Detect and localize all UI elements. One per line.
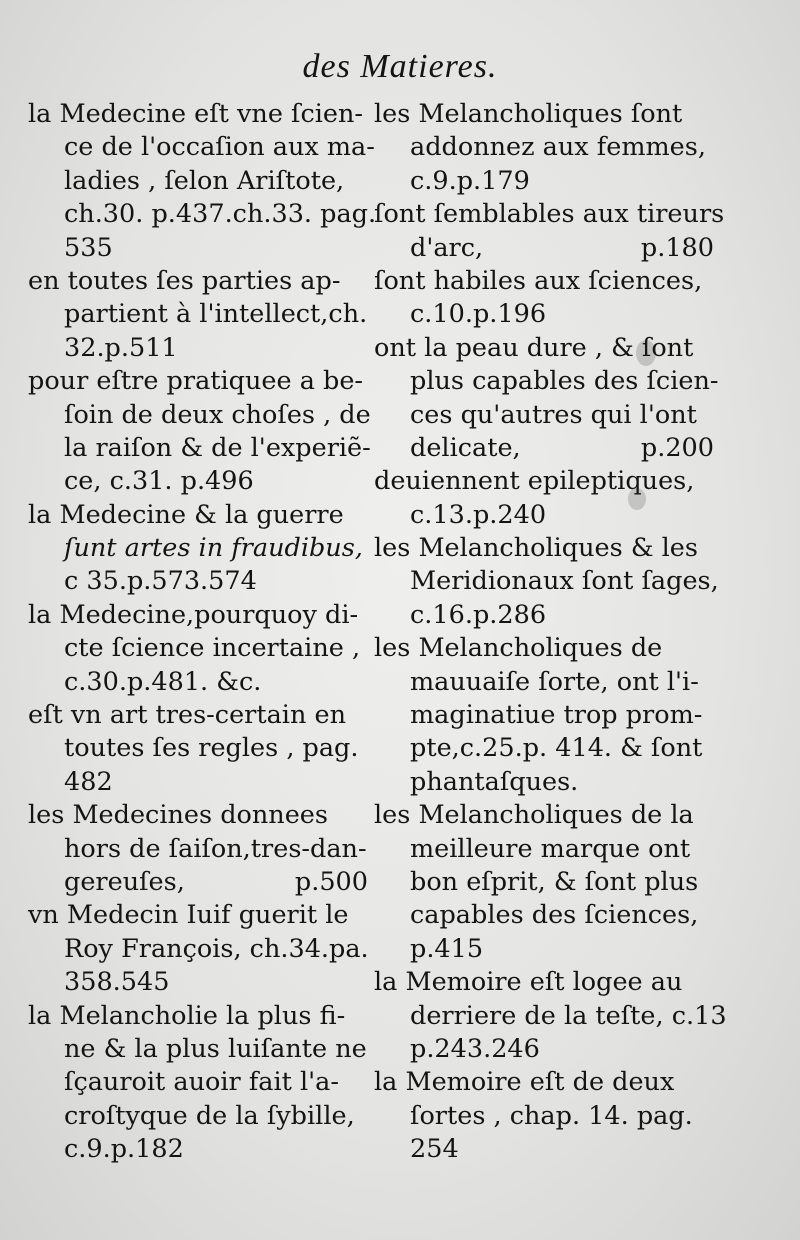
entry-text: p.243.246	[410, 1033, 540, 1064]
index-entry-continuation	[28, 131, 375, 164]
entry-text: les Melancholiques de la	[374, 800, 694, 831]
index-entry-continuation	[374, 933, 714, 966]
index-entry-continuation	[28, 1100, 368, 1133]
index-entry	[28, 799, 368, 832]
index-entry-continuation	[28, 465, 368, 498]
entry-text: toutes ſes regles , pag.	[64, 733, 359, 764]
index-entry	[374, 966, 714, 999]
index-entry-continuation	[374, 565, 719, 598]
entry-text: ne & la plus luiſante ne	[64, 1033, 367, 1064]
index-entry	[28, 365, 368, 398]
entry-text: bon eſprit, & ſont plus	[410, 866, 699, 897]
index-entry-continuation	[28, 165, 368, 198]
index-entry-continuation	[28, 198, 377, 231]
page-header: des Matieres.	[302, 48, 498, 85]
index-entry	[374, 265, 714, 298]
index-entry-continuation	[28, 298, 368, 331]
index-entry	[374, 198, 725, 231]
index-entry	[374, 799, 714, 832]
entry-text: p.415	[410, 933, 484, 964]
index-entry	[374, 98, 714, 131]
index-entry-continuation	[374, 866, 714, 899]
entry-text: ces qu'autres qui l'ont	[410, 399, 697, 430]
entry-text: deuiennent epileptiques,	[374, 466, 695, 497]
index-entry-continuation	[374, 1133, 714, 1166]
entry-text: c.9.p.179	[410, 165, 530, 196]
ink-smudge	[628, 488, 646, 510]
index-entry-continuation	[28, 666, 368, 699]
entry-text: plus capables des ſcien-	[410, 366, 719, 397]
index-entry	[28, 98, 368, 131]
page-reference: p.200	[640, 432, 714, 463]
index-entry-continuation	[28, 232, 368, 265]
entry-text: 358.545	[64, 967, 170, 998]
index-entry-continuation	[28, 632, 368, 665]
entry-text: ſçauroit auoir fait l'a-	[64, 1067, 339, 1098]
ink-smudge	[636, 340, 656, 366]
entry-text: vn Medecin Iuif guerit le	[28, 900, 349, 931]
index-entry-continuation	[374, 833, 714, 866]
entry-text: les Melancholiques de	[374, 633, 663, 664]
entry-text: en toutes ſes parties ap-	[28, 265, 341, 296]
entry-text: c.10.p.196	[410, 299, 547, 330]
entry-text: addonnez aux femmes,	[410, 132, 706, 163]
entry-text: meilleure marque ont	[410, 833, 691, 864]
index-entry-continuation	[28, 732, 368, 765]
entry-text: ſortes , chap. 14. pag.	[410, 1100, 693, 1131]
entry-text: derriere de la teſte, c.13	[410, 1000, 727, 1031]
index-entry-continuation	[28, 866, 368, 899]
index-entry-continuation	[374, 699, 714, 732]
index-entry-continuation	[374, 1033, 714, 1066]
entry-text: la Medecine,pourquoy di-	[28, 599, 359, 630]
entry-text: la Medecine eſt vne ſcien-	[28, 99, 364, 129]
index-entry-continuation	[28, 766, 368, 799]
index-entry-continuation	[28, 332, 368, 365]
index-entry-continuation	[374, 298, 714, 331]
index-entry-continuation	[374, 232, 714, 265]
index-entry-continuation	[374, 165, 714, 198]
index-entry	[374, 332, 714, 365]
entry-text: ſunt artes in fraudibus,	[64, 533, 363, 564]
entry-text: mauuaiſe ſorte, ont l'i-	[410, 666, 699, 697]
entry-text: delicate,	[410, 432, 521, 463]
index-entry-continuation	[374, 732, 714, 765]
entry-text: ſont habiles aux ſciences,	[374, 265, 703, 296]
index-entry-continuation	[28, 532, 368, 565]
entry-text: les Medecines donnees	[28, 800, 328, 831]
entry-text: c.13.p.240	[410, 499, 547, 530]
entry-text: gereuſes,	[64, 866, 185, 897]
index-entry-continuation	[28, 1066, 368, 1099]
entry-text: phantaſques.	[410, 766, 579, 797]
entry-text: 32.p.511	[64, 332, 178, 363]
entry-text: d'arc,	[410, 232, 484, 263]
index-entry	[28, 599, 368, 632]
index-entry-continuation	[374, 1100, 714, 1133]
page-reference: p.180	[640, 232, 714, 263]
index-entry-continuation	[374, 399, 714, 432]
entry-text: les Melancholiques ſont	[374, 99, 683, 129]
index-entry-continuation	[28, 565, 368, 598]
entry-text: 482	[64, 766, 113, 797]
index-entry-continuation	[374, 599, 714, 632]
index-entry	[374, 465, 714, 498]
entry-text: pte,c.25.p. 414. & ſont	[410, 733, 703, 764]
index-entry-continuation	[28, 399, 371, 432]
index-entry-continuation	[374, 899, 714, 932]
index-entry-continuation	[374, 666, 714, 699]
entry-text: maginatiue trop prom-	[410, 700, 703, 731]
entry-text: cte ſcience incertaine ,	[64, 633, 361, 664]
entry-text: la Memoire eſt logee au	[374, 967, 683, 998]
index-entry-continuation	[28, 966, 368, 999]
entry-text: ladies , ſelon Ariſtote,	[64, 165, 345, 196]
index-entry-continuation	[374, 766, 714, 799]
entry-text: c 35.p.573.574	[64, 566, 257, 597]
index-entry	[28, 699, 368, 732]
entry-text: ch.30. p.437.ch.33. pag.	[64, 199, 377, 230]
entry-text: eſt vn art tres-certain en	[28, 700, 347, 731]
entry-text: c.16.p.286	[410, 599, 547, 630]
index-entry-continuation	[374, 365, 719, 398]
index-entry	[28, 899, 368, 932]
entry-text: Meridionaux ſont ſages,	[410, 566, 719, 597]
entry-text: c.9.p.182	[64, 1134, 184, 1165]
index-entry	[374, 1066, 714, 1099]
entry-text: ce, c.31. p.496	[64, 466, 254, 497]
entry-text: capables des ſciences,	[410, 900, 699, 931]
index-entry-continuation	[28, 833, 368, 866]
index-entry	[28, 1000, 368, 1033]
entry-text: Roy François, ch.34.pa.	[64, 933, 369, 964]
entry-text: les Melancholiques & les	[374, 533, 698, 564]
index-entry-continuation	[28, 933, 368, 966]
page-reference: p.500	[294, 866, 368, 897]
entry-text: 535	[64, 232, 113, 263]
entry-text: partient à l'intellect,ch.	[64, 299, 368, 330]
entry-text: la raiſon & de l'experiẽ-	[64, 432, 371, 463]
entry-text: la Medecine & la guerre	[28, 499, 344, 530]
entry-text: pour eſtre pratiquee a be-	[28, 366, 364, 397]
entry-text: c.30.p.481. &c.	[64, 666, 262, 697]
index-entry-continuation	[374, 499, 714, 532]
index-entry	[28, 499, 368, 532]
entry-text: ce de l'occaſion aux ma-	[64, 132, 375, 163]
index-entry-continuation	[28, 432, 371, 465]
index-entry	[374, 532, 714, 565]
entry-text: la Memoire eſt de deux	[374, 1067, 675, 1098]
entry-text: 254	[410, 1134, 459, 1165]
entry-text: hors de ſaiſon,tres-dan-	[64, 833, 367, 864]
index-entry-continuation	[374, 1000, 727, 1033]
index-entry-continuation	[28, 1033, 368, 1066]
entry-text: ſont ſemblables aux tireurs	[374, 199, 725, 230]
entry-text: ſoin de deux choſes , de	[64, 399, 371, 430]
entry-text: la Melancholie la plus fi-	[28, 1000, 346, 1031]
entry-text: croſtyque de la ſybille,	[64, 1100, 355, 1131]
index-entry-continuation	[374, 432, 714, 465]
index-entry-continuation	[374, 131, 714, 164]
index-column-left	[28, 98, 377, 1167]
entry-text: ont la peau dure , & ſont	[374, 332, 694, 363]
index-entry	[374, 632, 714, 665]
index-entry	[28, 265, 368, 298]
index-entry-continuation	[28, 1133, 368, 1166]
index-column-right	[374, 98, 727, 1167]
